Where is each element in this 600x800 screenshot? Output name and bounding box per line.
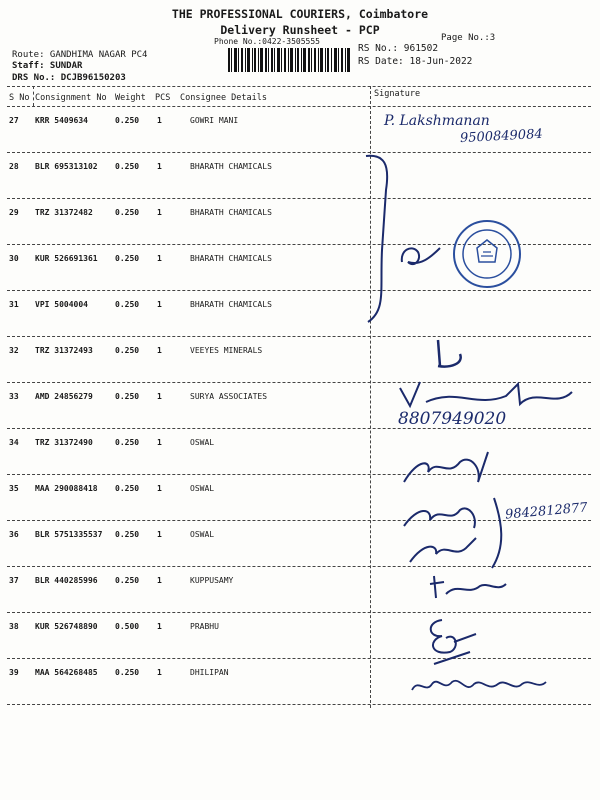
row-pcs: 1: [157, 438, 162, 447]
row-consignee: OSWAL: [190, 530, 215, 539]
row-sno: 29: [9, 208, 19, 217]
row-consignment-no: TRZ 31372482: [35, 208, 93, 217]
col-header-pcs: PCS: [155, 93, 171, 103]
barcode-image: [228, 48, 350, 72]
row-consignment-no: KUR 526691361: [35, 254, 98, 263]
row-consignment-no: KUR 526748890: [35, 622, 98, 631]
company-seal-stamp: [451, 218, 523, 290]
row-pcs: 1: [157, 162, 162, 171]
signature-row-33: [396, 378, 576, 412]
row-weight: 0.250: [115, 254, 140, 263]
staff-label: Staff: SUNDAR: [12, 61, 83, 71]
row-consignment-no: BLR 440285996: [35, 576, 98, 585]
row-consignee: DHILIPAN: [190, 668, 229, 677]
row-consignee: OSWAL: [190, 484, 215, 493]
row-separator: [7, 474, 591, 475]
col-header-consignee: Consignee Details: [180, 93, 267, 103]
row-pcs: 1: [157, 576, 162, 585]
row-consignment-no: TRZ 31372490: [35, 438, 93, 447]
signature-row-27-name: P. Lakshmanan: [384, 113, 490, 129]
signature-row-38: [420, 612, 480, 672]
signature-row-35: [398, 492, 508, 572]
row-weight: 0.250: [115, 208, 140, 217]
signature-row-33-phone: 8807949020: [398, 409, 507, 429]
row-weight: 0.250: [115, 484, 140, 493]
row-sno: 30: [9, 254, 19, 263]
row-pcs: 1: [157, 668, 162, 677]
row-pcs: 1: [157, 530, 162, 539]
row-separator: [7, 704, 591, 705]
row-consignee: PRABHU: [190, 622, 219, 631]
row-weight: 0.250: [115, 116, 140, 125]
row-separator: [7, 198, 591, 199]
row-consignee: VEEYES MINERALS: [190, 346, 263, 355]
drs-number: DRS No.: DCJB96150203: [12, 73, 126, 83]
row-consignment-no: BLR 695313102: [35, 162, 98, 171]
company-title: THE PROFESSIONAL COURIERS, Coimbatore: [171, 7, 429, 21]
row-separator: [7, 612, 591, 613]
row-consignment-no: MAA 564268485: [35, 668, 98, 677]
row-weight: 0.250: [115, 438, 140, 447]
row-separator: [7, 336, 591, 337]
row-consignee: BHARATH CHAMICALS: [190, 208, 272, 217]
row-consignment-no: BLR 5751335537: [35, 530, 103, 539]
row-pcs: 1: [157, 300, 162, 309]
row-sno: 28: [9, 162, 19, 171]
row-sno: 27: [9, 116, 19, 125]
row-pcs: 1: [157, 392, 162, 401]
col-header-sno: S No: [9, 93, 30, 103]
row-sno: 38: [9, 622, 19, 631]
row-weight: 0.250: [115, 668, 140, 677]
signature-row-37: [428, 572, 508, 602]
row-separator: [7, 290, 591, 291]
signature-row-34: [398, 448, 498, 488]
row-weight: 0.250: [115, 162, 140, 171]
row-weight: 0.250: [115, 576, 140, 585]
row-pcs: 1: [157, 208, 162, 217]
row-sno: 37: [9, 576, 19, 585]
col-divider-sno: [33, 86, 34, 106]
row-consignee: SURYA ASSOCIATES: [190, 392, 268, 401]
row-weight: 0.500: [115, 622, 140, 631]
row-consignment-no: KRR 5409634: [35, 116, 88, 125]
row-pcs: 1: [157, 622, 162, 631]
page-number: Page No.:3: [441, 33, 496, 43]
row-weight: 0.250: [115, 346, 140, 355]
row-weight: 0.250: [115, 530, 140, 539]
row-consignment-no: VPI 5004004: [35, 300, 88, 309]
row-pcs: 1: [157, 254, 162, 263]
row-consignee: OSWAL: [190, 438, 215, 447]
signature-row-32: [430, 336, 470, 376]
row-consignment-no: MAA 290088418: [35, 484, 98, 493]
row-sno: 35: [9, 484, 19, 493]
row-pcs: 1: [157, 484, 162, 493]
row-pcs: 1: [157, 116, 162, 125]
header-bottom-rule: [7, 106, 591, 107]
row-sno: 31: [9, 300, 19, 309]
table-top-rule: [7, 86, 591, 87]
row-sno: 32: [9, 346, 19, 355]
row-separator: [7, 658, 591, 659]
row-consignee: GOWRI MANI: [190, 116, 239, 125]
rs-number: RS No.: 961502: [358, 43, 439, 54]
row-weight: 0.250: [115, 300, 140, 309]
row-consignment-no: TRZ 31372493: [35, 346, 93, 355]
row-sno: 39: [9, 668, 19, 677]
row-sno: 36: [9, 530, 19, 539]
row-weight: 0.250: [115, 392, 140, 401]
company-phone: Phone No.:0422-3505555: [214, 37, 320, 46]
col-header-consignment: Consignment No: [35, 93, 107, 103]
row-consignee: KUPPUSAMY: [190, 576, 234, 585]
row-separator: [7, 152, 591, 153]
route-label: Route: GANDHIMA NAGAR PC4: [12, 50, 148, 60]
signature-row-39: [408, 672, 548, 698]
signature-row-35-phone: 9842812877: [504, 500, 589, 523]
col-header-weight: Weight: [115, 93, 146, 103]
row-sno: 33: [9, 392, 19, 401]
row-consignee: BHARATH CHAMICALS: [190, 254, 272, 263]
row-consignment-no: AMD 24856279: [35, 392, 93, 401]
runsheet-title: Delivery Runsheet - PCP: [220, 23, 380, 37]
signature-row-30: [396, 240, 446, 274]
col-header-signature: Signature: [374, 89, 421, 99]
row-pcs: 1: [157, 346, 162, 355]
row-consignee: BHARATH CHAMICALS: [190, 162, 272, 171]
signature-row-27-phone: 9500849084: [459, 126, 544, 147]
row-sno: 34: [9, 438, 19, 447]
rs-date: RS Date: 18-Jun-2022: [358, 56, 473, 67]
row-consignee: BHARATH CHAMICALS: [190, 300, 272, 309]
